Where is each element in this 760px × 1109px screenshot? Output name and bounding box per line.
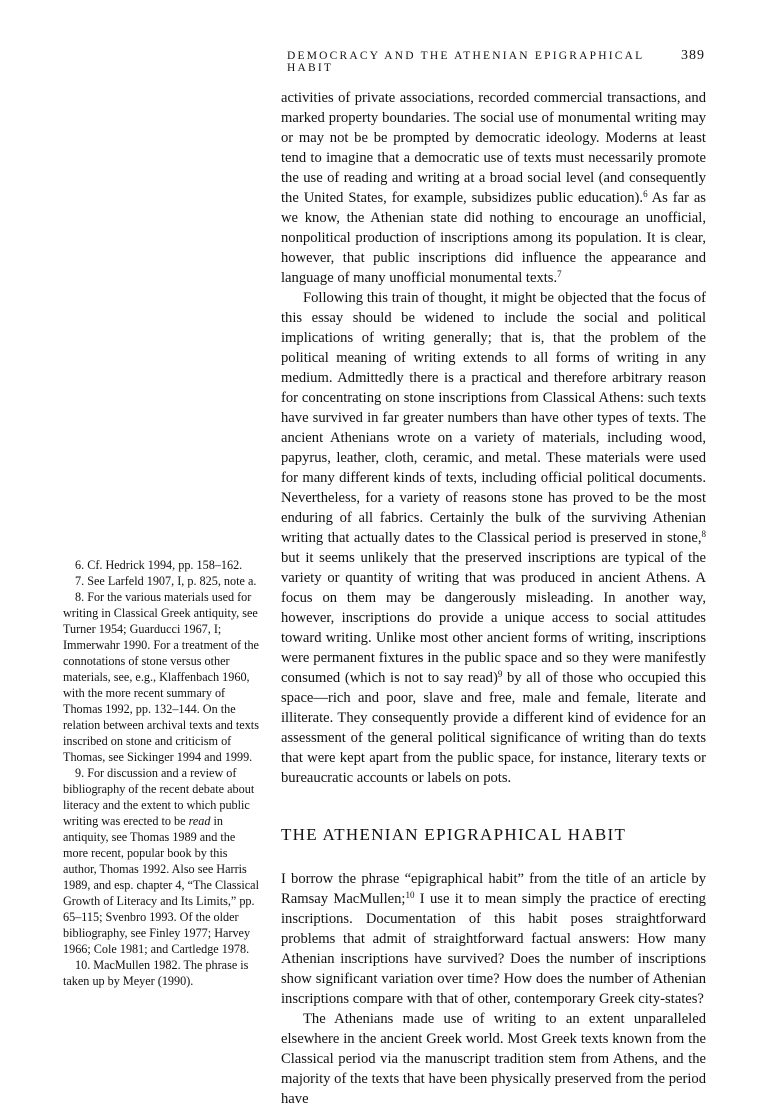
note-ref-7: 7 [557, 269, 562, 279]
paragraph-1 [281, 88, 706, 288]
paragraph-3 [281, 869, 706, 1009]
paragraph-2-text-b: but it seems unlikely that the preserved inscriptions are typical of the variety or quantity of writing that was produced in ancient Athens. A focus on them may be dangerously misleading. In another way, however, inscriptions do provide a unique access to social attitudes toward writing. Unlike most other ancient forms of writing, inscriptions were permanent fixtures in the public space and so they were manifestly consumed (which is not to say read) [281, 550, 706, 686]
footnote-9 [63, 765, 263, 957]
footnote-9-emphasis: read [188, 814, 211, 828]
paragraph-1-text-a: activities of private associations, recorded commercial transactions, and marked property boundaries. The social use of monumental writing may or may not be be prompted by democratic ideology. Moderns at least tend to imagine that a democratic use of texts must necessarily promote the use of reading and writing at a broad social level (and consequently the United States, for example, subsidizes public education). [281, 90, 706, 206]
note-ref-6: 6 [643, 189, 648, 199]
footnote-10: 10. MacMullen 1982. The phrase is taken up by Meyer (1990). [63, 958, 249, 988]
paragraph-2 [281, 288, 706, 788]
footnote-9-text-a: 9. For discussion and a review of bibliography of the recent debate about literacy and the extent to which public writing was erected to be [63, 766, 255, 828]
paragraph-4 [281, 1009, 706, 1109]
footnote-9-text-b: in antiquity, see Thomas 1989 and the more recent, popular book by this author, Thomas 1992. Also see Harris 1989, and esp. chapter 4, “The Classical Growth of Literacy and Its Limits,” pp. 65–115; Svenbro 1993. Of the older bibliography, see Finley 1977; Harvey 1966; Cole 1981; and Cartledge 1978. [63, 814, 259, 956]
paragraph-1-text-b: As far as we know, the Athenian state did nothing to encourage an unofficial, nonpolitical production of inscriptions among its population. It is clear, however, that public inscriptions did influence the appearance and language of many unofficial monumental texts. [281, 190, 706, 286]
footnotes-column [63, 557, 263, 989]
main-text-column [281, 88, 706, 1109]
running-title: DEMOCRACY AND THE ATHENIAN EPIGRAPHICAL HABIT [287, 50, 644, 74]
running-head [287, 48, 705, 74]
paragraph-2-text-c: by all of those who occupied this space—rich and poor, slave and free, male and female, literate and illiterate. They consequently provide a different kind of evidence for an assessment of the general political significance of writing than do texts that were kept apart from the public space, for instance, literary texts or bureaucratic accounts or labels on pots. [281, 670, 706, 786]
paragraph-3-text-a: I borrow the phrase “epigraphical habit” from the title of an article by Ramsay MacMullen; [281, 871, 706, 907]
note-ref-10: 10 [405, 890, 415, 900]
footnote-6: 6. Cf. Hedrick 1994, pp. 158–162. [75, 558, 243, 572]
note-ref-9: 9 [497, 669, 503, 679]
paragraph-4-text: The Athenians made use of writing to an extent unparalleled elsewhere in the ancient Greek world. Most Greek texts known from the Classical period via the manuscript tradition stem from Athens, and the majority of the texts that have been physically preserved from the period have [281, 1011, 706, 1107]
page-number: 389 [681, 48, 705, 63]
paragraph-2-text-a: Following this train of thought, it might be objected that the focus of this essay should be widened to include the social and political implications of writing generally; that is, that the problem of the political meaning of writing extends to all forms of writing in any medium. Admittedly there is a practical and therefore arbitrary reason for concentrating on stone inscriptions from Classical Athens: such texts have survived in far greater numbers than have other types of texts. The ancient Athenians wrote on a variety of materials, including wood, papyrus, leather, cloth, ceramic, and metal. These materials were used for many different kinds of texts, including official political documents. Nevertheless, for a variety of reasons stone has proved to be the most enduring of all fabrics. Certainly the bulk of the surviving Athenian writing that actually dates to the Classical period is preserved in stone, [281, 290, 706, 546]
note-ref-8: 8 [701, 529, 706, 539]
footnote-7: 7. See Larfeld 1907, I, p. 825, note a. [75, 574, 257, 588]
section-heading: THE ATHENIAN EPIGRAPHICAL HABIT [281, 825, 627, 844]
paragraph-3-text-b: I use it to mean simply the practice of erecting inscriptions. Documentation of this habit poses straightforward problems that admit of straightforward factual answers: How many Athenian inscriptions have survived? Does the number of inscriptions show significant variation over time? How does the number of Athenian inscriptions compare with that of other, contemporary Greek city-states? [281, 891, 706, 1007]
footnote-8: 8. For the various materials used for writing in Classical Greek antiquity, see Turner 1954; Guarducci 1967, I; Immerwahr 1990. For a treatment of the connotations of stone versus other materials, see, e.g., Klaffenbach 1960, with the more recent summary of Thomas 1992, pp. 132–144. On the relation between archival texts and texts inscribed on stone and criticism of Thomas, see Sickinger 1994 and 1999. [63, 590, 259, 764]
